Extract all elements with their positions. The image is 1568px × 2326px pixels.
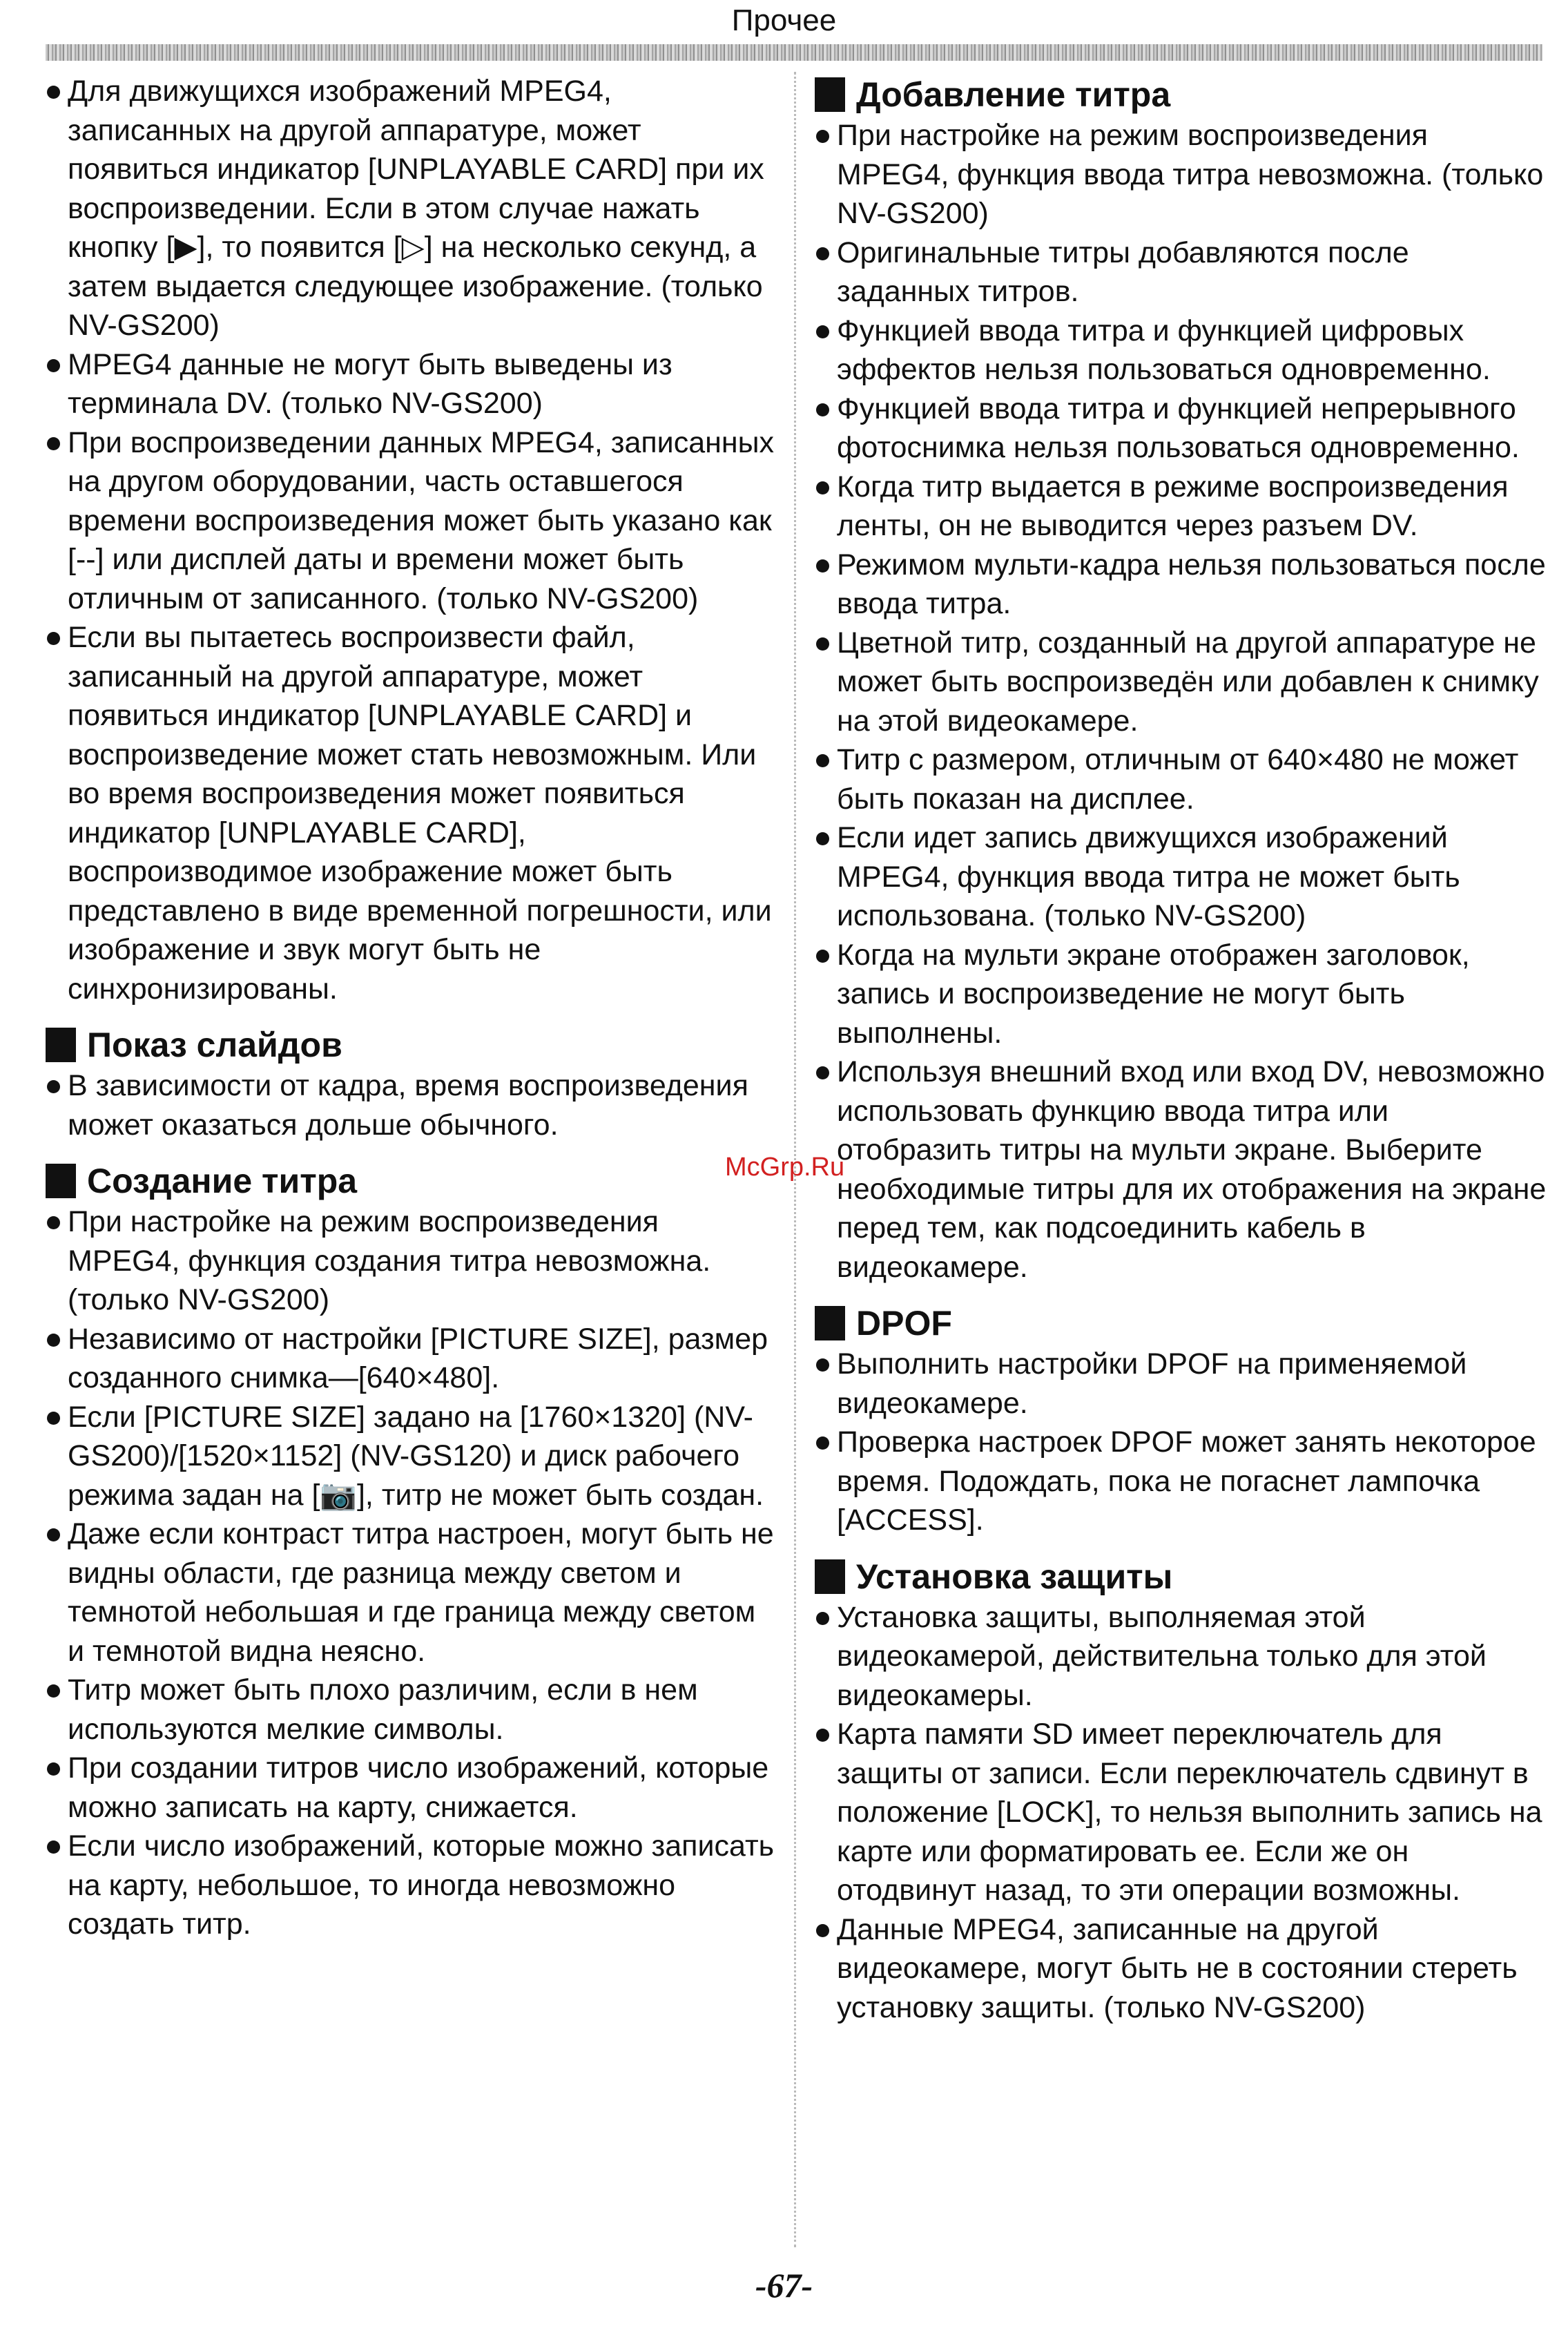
protection-section — [815, 1554, 1547, 2028]
bullet-item: Если вы пытаетесь воспроизвести файл, записанный на другой аппаратуре, может появиться индикатор [UNPLAYABLE CARD] и воспроизведение может стать невозможным. Или во время воспроизведения может появиться индикатор [UNPLAYABLE CARD], воспроизводимое изображение может быть представлено в виде временной погрешности, или изображение и звук могут быть не синхронизированы. — [46, 618, 777, 1008]
dpof-bullet-list — [815, 1345, 1547, 1540]
right-column — [815, 72, 1547, 2027]
bullet-item: При настройке на режим воспроизведения MPEG4, функция ввода титра невозможна. (только NV-GS200) — [815, 116, 1547, 233]
section-heading-text: Установка защиты — [856, 1557, 1173, 1596]
slideshow-section — [46, 1022, 777, 1144]
heading-square-icon — [46, 1028, 76, 1062]
protection-heading — [815, 1554, 1547, 1599]
bullet-item: При создании титров число изображений, которые можно записать на карту, снижается. — [46, 1749, 777, 1827]
bullet-item: Независимо от настройки [PICTURE SIZE], размер созданного снимка—[640×480]. — [46, 1320, 777, 1398]
bullet-item: При воспроизведении данных MPEG4, записанных на другом оборудовании, часть оставшегося времени воспроизведения может быть указано как [--] или дисплей даты и времени может быть отличным от записанного. (только NV-GS200) — [46, 423, 777, 619]
bullet-item: При настройке на режим воспроизведения MPEG4, функция создания титра невозможна. (только NV-GS200) — [46, 1202, 777, 1320]
title-creation-section — [46, 1158, 777, 1944]
bullet-item: Когда на мульти экране отображен заголовок, запись и воспроизведение не могут быть выполнены. — [815, 936, 1547, 1053]
bullet-item: Проверка настроек DPOF может занять некоторое время. Подождать, пока не погаснет лампочка [ACCESS]. — [815, 1423, 1547, 1540]
protection-bullet-list — [815, 1598, 1547, 2028]
bullet-item: Установка защиты, выполняемая этой видеокамерой, действительна только для этой видеокамеры. — [815, 1598, 1547, 1715]
heading-square-icon — [815, 1306, 845, 1340]
slideshow-bullet-list — [46, 1066, 777, 1144]
intro-bullet-list — [46, 72, 777, 1008]
dpof-heading — [815, 1300, 1547, 1346]
bullet-item: Если [PICTURE SIZE] задано на [1760×1320] (NV-GS200)/[1520×1152] (NV-GS120) и диск рабочего режима задан на [📷], титр не может быть создан. — [46, 1398, 777, 1515]
bullet-item: Для движущихся изображений MPEG4, записанных на другой аппаратуре, может появиться индикатор [UNPLAYABLE CARD] при их воспроизведении. Если в этом случае нажать кнопку [▶], то появится [▷] на несколько секунд, а затем выдается следующее изображение. (только NV-GS200) — [46, 72, 777, 345]
dpof-section — [815, 1300, 1547, 1540]
bullet-item: В зависимости от кадра, время воспроизведения может оказаться дольше обычного. — [46, 1066, 777, 1144]
page-header-title: Прочее — [731, 3, 837, 37]
title-creation-heading — [46, 1158, 777, 1204]
slideshow-heading — [46, 1022, 777, 1068]
bullet-item: Даже если контраст титра настроен, могут быть не видны области, где разница между светом и темнотой небольшая и где граница между светом и темнотой видна неясно. — [46, 1515, 777, 1671]
bullet-item: Данные MPEG4, записанные на другой видеокамере, могут быть не в состоянии стереть установку защиты. (только NV-GS200) — [815, 1910, 1547, 2028]
bullet-item: Используя внешний вход или вход DV, невозможно использовать функцию ввода титра или отобразить титры на мульти экране. Выберите необходимые титры для их отображения на экране перед тем, как подсоединить кабель в видеокамере. — [815, 1053, 1547, 1287]
bullet-item: Титр может быть плохо различим, если в нем используются мелкие символы. — [46, 1671, 777, 1749]
bullet-item: Выполнить настройки DPOF на применяемой видеокамере. — [815, 1345, 1547, 1423]
bullet-item: Титр с размером, отличным от 640×480 не может быть показан на дисплее. — [815, 740, 1547, 818]
watermark-text: McGrp.Ru — [725, 1153, 845, 1182]
heading-square-icon — [46, 1164, 76, 1198]
left-column — [46, 72, 777, 1944]
bullet-item: Режимом мульти-кадра нельзя пользоваться после ввода титра. — [815, 546, 1547, 624]
bullet-item: Если число изображений, которые можно записать на карту, небольшое, то иногда невозможно создать титр. — [46, 1827, 777, 1944]
title-adding-heading — [815, 72, 1547, 117]
section-heading-text: Создание титра — [87, 1162, 358, 1200]
bullet-item: Оригинальные титры добавляются после заданных титров. — [815, 233, 1547, 311]
title-adding-bullet-list — [815, 116, 1547, 1287]
bullet-item: MPEG4 данные не могут быть выведены из терминала DV. (только NV-GS200) — [46, 345, 777, 423]
section-heading-text: Добавление титра — [856, 75, 1171, 114]
heading-square-icon — [815, 77, 845, 112]
bullet-item: Цветной титр, созданный на другой аппаратуре не может быть воспроизведён или добавлен к снимку на этой видеокамере. — [815, 624, 1547, 741]
section-heading-text: Показ слайдов — [87, 1026, 342, 1064]
bullet-item: Если идет запись движущихся изображений MPEG4, функция ввода титра не может быть использована. (только NV-GS200) — [815, 818, 1547, 936]
bullet-item: Функцией ввода титра и функцией непрерывного фотоснимка нельзя пользоваться одновременно. — [815, 390, 1547, 468]
header-divider-band — [46, 44, 1542, 61]
bullet-item: Когда титр выдается в режиме воспроизведения ленты, он не выводится через разъем DV. — [815, 468, 1547, 546]
section-heading-text: DPOF — [856, 1304, 952, 1343]
bullet-item: Функцией ввода титра и функцией цифровых эффектов нельзя пользоваться одновременно. — [815, 311, 1547, 390]
title-creation-bullet-list — [46, 1202, 777, 1944]
bullet-item: Карта памяти SD имеет переключатель для защиты от записи. Если переключатель сдвинут в положение [LOCK], то нельзя выполнить запись на карте или форматировать ее. Если же он отодвинут назад, то эти операции возможны. — [815, 1715, 1547, 1910]
intro-section — [46, 72, 777, 1008]
title-adding-section — [815, 72, 1547, 1287]
heading-square-icon — [815, 1559, 845, 1594]
page-number: -67- — [755, 2266, 813, 2305]
